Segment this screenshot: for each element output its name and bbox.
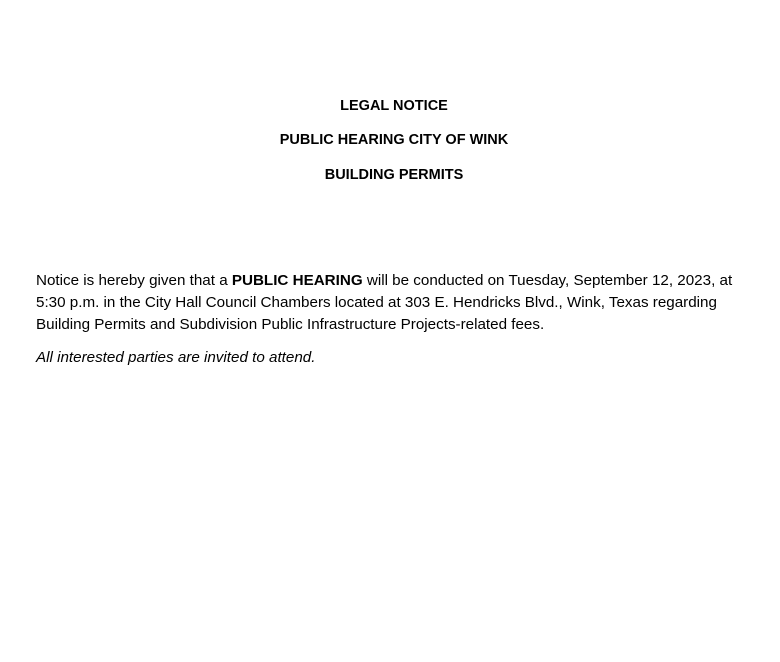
notice-body-rest: will be conducted on Tuesday, September 12, 2023, at 5:30 p.m. in the City Hall Council Chambers located at 303 E. Hendricks Blvd., Wink, Texas regarding Building Permits and Subdivision Public Infrastructure Projects-related fees. <box>36 272 733 333</box>
notice-body <box>36 270 741 336</box>
notice-topic: BUILDING PERMITS <box>324 167 464 183</box>
notice-invitation: All interested parties are invited to attend. <box>36 349 316 366</box>
notice-body-emphasis: PUBLIC HEARING <box>231 272 363 289</box>
notice-body-intro: Notice is hereby given that a <box>36 272 232 289</box>
notice-title: LEGAL NOTICE <box>340 98 448 114</box>
notice-subtitle: PUBLIC HEARING CITY OF WINK <box>279 132 509 148</box>
